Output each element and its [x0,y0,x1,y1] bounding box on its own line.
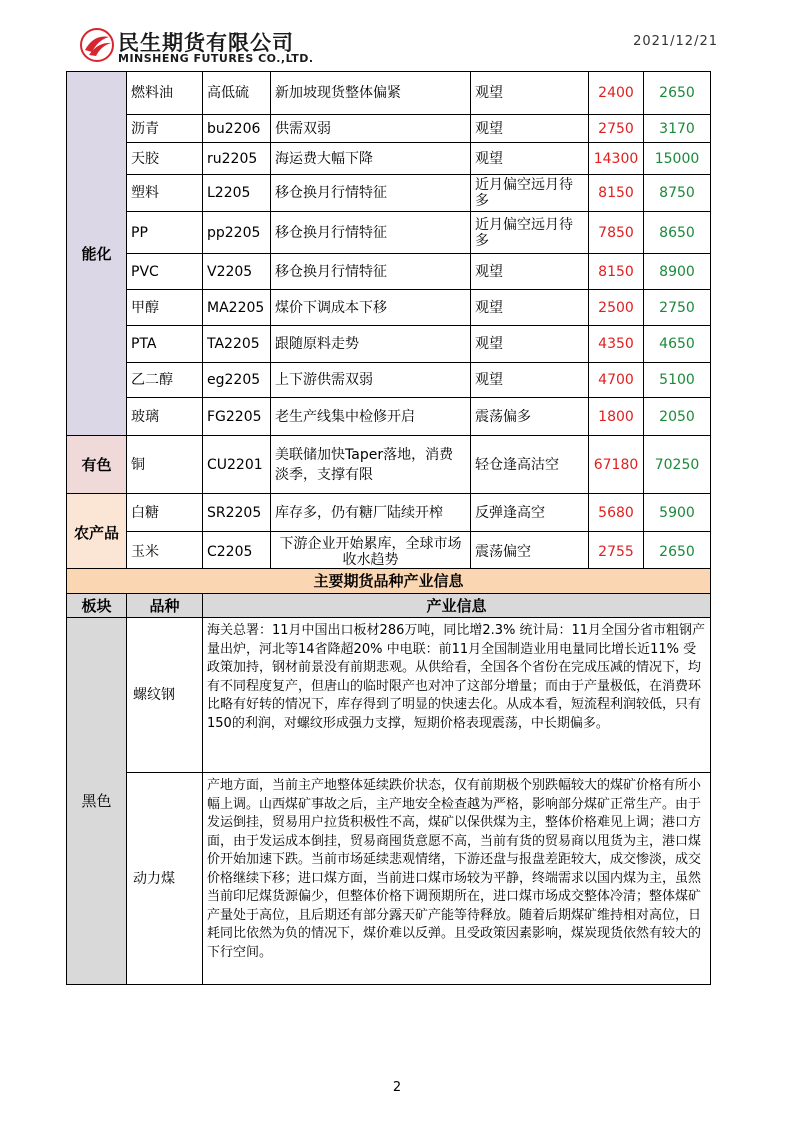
resistance-price: 5900 [644,494,711,532]
support-price: 8150 [589,175,644,212]
variety-name: 甲醇 [127,290,203,326]
strategy: 观望 [471,363,589,398]
report-date: 2021/12/21 [633,34,718,49]
variety-name: 天胶 [127,143,203,175]
strategy: 观望 [471,143,589,175]
contract-code: MA2205 [203,290,271,326]
support-price: 5680 [589,494,644,532]
contract-code: bu2206 [203,115,271,143]
resistance-price: 2750 [644,290,711,326]
variety-name: 螺纹钢 [127,618,203,773]
page-header [0,0,794,70]
table-row [67,254,711,290]
contract-code: CU2201 [203,436,271,494]
table-row [67,72,711,115]
variety-name: 沥青 [127,115,203,143]
strategy: 轻仓逢高沽空 [471,436,589,494]
resistance-price: 5100 [644,363,711,398]
market-view: 移仓换月行情特征 [271,212,471,254]
resistance-price: 3170 [644,115,711,143]
table-row [67,212,711,254]
market-view: 供需双弱 [271,115,471,143]
industry-header-row [67,594,711,618]
contract-code: TA2205 [203,326,271,363]
table-row [67,436,711,494]
resistance-price: 8900 [644,254,711,290]
support-price: 2500 [589,290,644,326]
variety-name: 乙二醇 [127,363,203,398]
resistance-price: 15000 [644,143,711,175]
table-row [67,143,711,175]
contract-code: C2205 [203,532,271,572]
variety-name: PVC [127,254,203,290]
market-view: 海运费大幅下降 [271,143,471,175]
support-price: 4350 [589,326,644,363]
market-view: 上下游供需双弱 [271,363,471,398]
strategy: 反弹逢高空 [471,494,589,532]
table-row [67,618,711,773]
contract-code: FG2205 [203,398,271,436]
support-price: 2755 [589,532,644,572]
strategy: 观望 [471,254,589,290]
strategy: 近月偏空远月待多 [471,175,589,212]
table-row [67,773,711,985]
contract-code: ru2205 [203,143,271,175]
table-row [67,398,711,436]
resistance-price: 2650 [644,532,711,572]
contract-code: SR2205 [203,494,271,532]
variety-name: 动力煤 [127,773,203,985]
table-row [67,532,711,572]
support-price: 7850 [589,212,644,254]
resistance-price: 2650 [644,72,711,115]
market-view: 美联储加快Taper落地，消费淡季，支撑有限 [271,436,471,494]
strategy: 观望 [471,115,589,143]
table-row [67,290,711,326]
table-row [67,363,711,398]
strategy: 震荡偏空 [471,532,589,572]
resistance-price: 4650 [644,326,711,363]
resistance-price: 70250 [644,436,711,494]
column-header-sector: 板块 [67,594,127,618]
market-view: 下游企业开始累库，全球市场收水趋势 [271,532,471,572]
support-price: 2400 [589,72,644,115]
support-price: 67180 [589,436,644,494]
industry-info-text: 海关总署：11月中国出口板材286万吨，同比增2.3% 统计局：11月全国分省市粗钢产量出炉，河北等14省降超20% 中电联：前11月全国制造业用电量同比增长近11% 受政策加持，钢材前景没有前期悲观。从供给看，全国各个省份在完成压减的情况下，均有不同程度复产，但唐山的临时限产也对冲了这部分增量；而由于产量极低，在消费环比略有好转的情况下，库存得到了明显的快速去化。从成本看，短流程利润较低，只有150的利润，对螺纹形成强力支撑，短期价格表现震荡，中长期偏多。 [203,618,711,773]
contract-code: eg2205 [203,363,271,398]
strategy: 观望 [471,290,589,326]
variety-name: 铜 [127,436,203,494]
industry-title-row [67,569,711,594]
minsheng-logo-icon [80,28,114,62]
contract-code: L2205 [203,175,271,212]
table-row [67,494,711,532]
contract-code: 高低硫 [203,72,271,115]
table-row [67,326,711,363]
sector-agriculture: 农产品 [67,494,127,572]
market-view: 煤价下调成本下移 [271,290,471,326]
variety-name: PP [127,212,203,254]
resistance-price: 8650 [644,212,711,254]
support-price: 8150 [589,254,644,290]
resistance-price: 8750 [644,175,711,212]
section-title: 主要期货品种产业信息 [67,569,711,594]
variety-name: 白糖 [127,494,203,532]
sector-energy: 能化 [67,72,127,436]
variety-name: PTA [127,326,203,363]
variety-name: 塑料 [127,175,203,212]
strategy: 观望 [471,72,589,115]
strategy-table [66,71,711,572]
table-row [67,175,711,212]
resistance-price: 2050 [644,398,711,436]
market-view: 新加坡现货整体偏紧 [271,72,471,115]
strategy: 观望 [471,326,589,363]
strategy: 近月偏空远月待多 [471,212,589,254]
strategy: 震荡偏多 [471,398,589,436]
contract-code: pp2205 [203,212,271,254]
support-price: 4700 [589,363,644,398]
sector-ferrous: 黑色 [67,618,127,985]
sector-nonferrous: 有色 [67,436,127,494]
market-view: 移仓换月行情特征 [271,254,471,290]
support-price: 1800 [589,398,644,436]
support-price: 14300 [589,143,644,175]
column-header-variety: 品种 [127,594,203,618]
market-view: 库存多，仍有糖厂陆续开榨 [271,494,471,532]
page-number: 2 [392,1080,402,1095]
company-name-cn: 民生期货有限公司 [118,31,294,55]
variety-name: 燃料油 [127,72,203,115]
contract-code: V2205 [203,254,271,290]
market-view: 移仓换月行情特征 [271,175,471,212]
company-name-en: MINSHENG FUTURES CO.,LTD. [118,52,314,65]
column-header-info: 产业信息 [203,594,711,618]
market-view: 跟随原料走势 [271,326,471,363]
industry-info-text: 产地方面，当前主产地整体延续跌价状态，仅有前期极个别跌幅较大的煤矿价格有所小幅上调。山西煤矿事故之后，主产地安全检查越为严格，影响部分煤矿正常生产。由于发运倒挂，贸易用户拉货积极性不高，煤矿以保供煤为主，整体价格难见上调；港口方面，由于发运成本倒挂，贸易商囤货意愿不高，当前有货的贸易商以甩货为主，港口煤价开始加速下跌。当前市场延续悲观情绪，下游还盘与报盘差距较大，成交惨淡，成交价格继续下移；进口煤方面，当前进口煤市场较为平静，终端需求以国内煤为主，虽然当前印尼煤货源偏少，但整体价格下调预期所在，进口煤市场成交整体冷清；整体煤矿产量处于高位，且后期还有部分露天矿产能等待释放。随着后期煤矿维持相对高位，日耗同比依然为负的情况下，煤价难以反弹。且受政策因素影响，煤炭现货依然有较大的下行空间。 [203,773,711,985]
variety-name: 玉米 [127,532,203,572]
industry-info-table [66,568,711,985]
market-view: 老生产线集中检修开启 [271,398,471,436]
support-price: 2750 [589,115,644,143]
variety-name: 玻璃 [127,398,203,436]
table-row [67,115,711,143]
